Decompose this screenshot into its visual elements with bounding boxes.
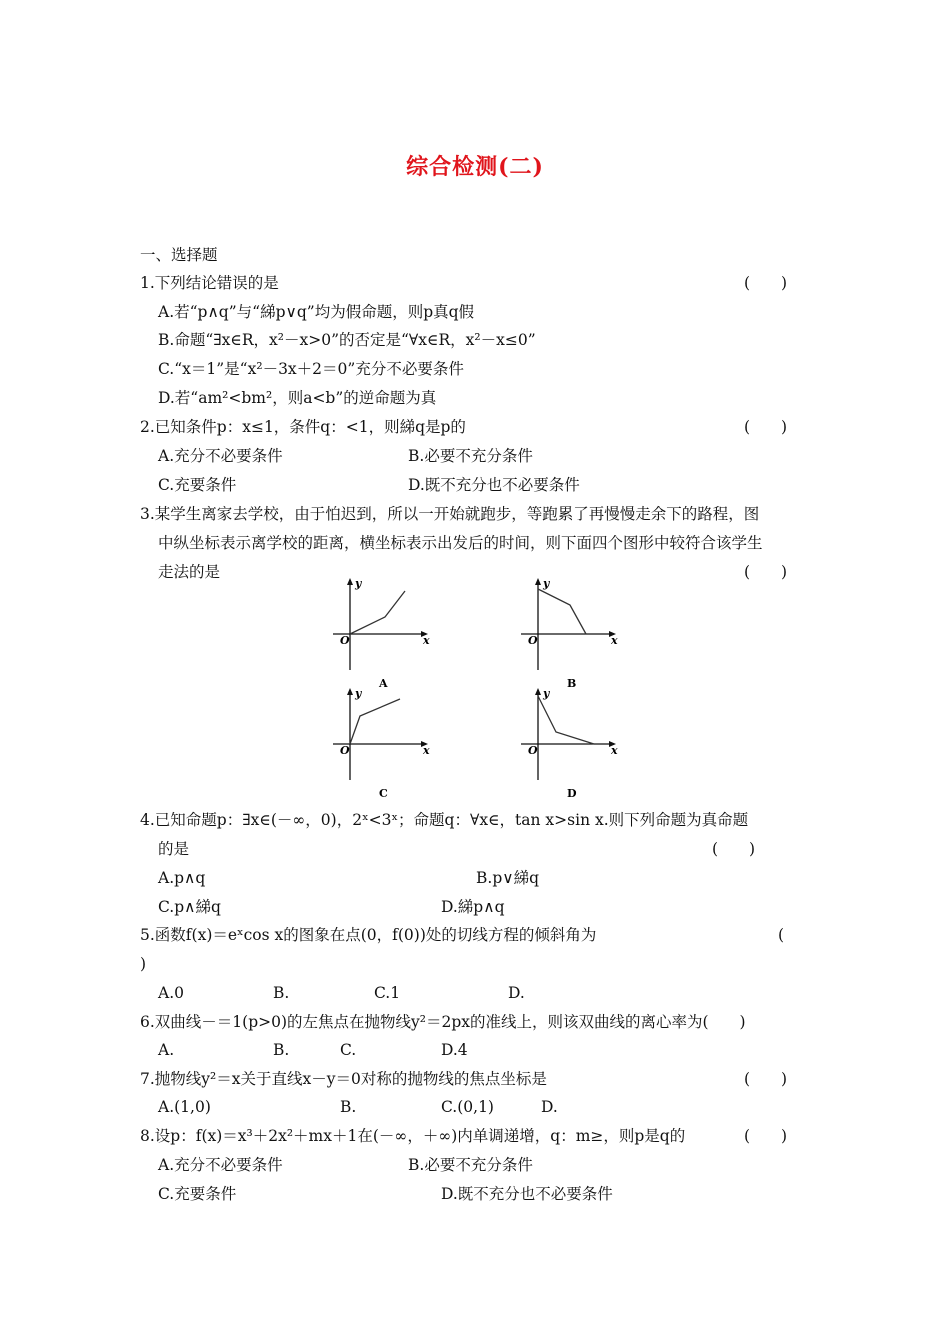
svg-text:y: y bbox=[543, 687, 550, 700]
q3-stem-line1: 3.某学生离家去学校，由于怕迟到，所以一开始就跑步，等跑累了再慢慢走余下的路程，图 bbox=[140, 505, 760, 523]
page-title: 综合检测(二) bbox=[406, 154, 544, 180]
q3-stem-line2: 中纵坐标表示离学校的距离，横坐标表示出发后的时间，则下面四个图形中较符合该学生 bbox=[158, 534, 763, 552]
q1-stem: 1.下列结论错误的是 bbox=[140, 274, 279, 292]
svg-text:O: O bbox=[340, 744, 350, 757]
q4-answer-blank: ( ) bbox=[712, 840, 756, 858]
q1-answer-blank: ( ) bbox=[744, 274, 788, 292]
q6-option-a: A. bbox=[158, 1041, 175, 1059]
q7-option-b: B. bbox=[340, 1098, 357, 1116]
svg-text:x: x bbox=[611, 634, 618, 647]
svg-text:y: y bbox=[355, 577, 362, 590]
q1-option-a: A.若“p∧q”与“綈p∨q”均为假命题，则p真q假 bbox=[158, 303, 475, 321]
q8-stem: 8.设p：f(x)＝x³＋2x²＋mx＋1在(－∞，＋∞)内单调递增，q：m≥，则p是q的 bbox=[140, 1127, 686, 1145]
q7-option-c: C.(0,1) bbox=[441, 1098, 494, 1116]
svg-text:x: x bbox=[611, 744, 618, 757]
svg-text:O: O bbox=[528, 634, 538, 647]
q2-stem: 2.已知条件p：x≤1，条件q：<1，则綈q是p的 bbox=[140, 418, 466, 436]
q6-stem: 6.双曲线－＝1(p>0)的左焦点在抛物线y²＝2px的准线上，则该双曲线的离心率为( ) bbox=[140, 1013, 746, 1031]
q1-option-d: D.若“am²<bm²，则a<b”的逆命题为真 bbox=[158, 389, 437, 407]
q2-option-b: B.必要不充分条件 bbox=[408, 447, 533, 465]
q2-option-a: A.充分不必要条件 bbox=[158, 447, 283, 465]
q2-option-d: D.既不充分也不必要条件 bbox=[408, 476, 580, 494]
q8-option-c: C.充要条件 bbox=[158, 1185, 237, 1203]
q7-stem: 7.抛物线y²＝x关于直线x－y＝0对称的抛物线的焦点坐标是 bbox=[140, 1070, 547, 1088]
q6-option-b: B. bbox=[273, 1041, 290, 1059]
q4-stem-line1: 4.已知命题p：∃x∈(－∞，0)，2ˣ<3ˣ；命题q：∀x∈，tan x>sin x.则下列命题为真命题 bbox=[140, 811, 749, 829]
svg-text:x: x bbox=[423, 634, 430, 647]
q2-answer-blank: ( ) bbox=[744, 418, 788, 436]
q4-option-c: C.p∧綈q bbox=[158, 898, 221, 916]
svg-text:y: y bbox=[355, 687, 362, 700]
svg-text:O: O bbox=[340, 634, 350, 647]
graph-a bbox=[328, 574, 438, 694]
q5-option-d: D. bbox=[508, 984, 525, 1002]
q4-option-a: A.p∧q bbox=[158, 869, 206, 887]
graph-c bbox=[328, 684, 438, 804]
q8-option-a: A.充分不必要条件 bbox=[158, 1156, 283, 1174]
graph-d-label: D bbox=[567, 787, 577, 800]
q7-answer-blank: ( ) bbox=[744, 1070, 788, 1088]
q6-option-d: D.4 bbox=[441, 1041, 468, 1059]
graph-a-label: A bbox=[379, 677, 388, 690]
q3-stem-line3: 走法的是 bbox=[158, 563, 221, 581]
q4-option-b: B.p∨綈q bbox=[476, 869, 540, 887]
q8-option-d: D.既不充分也不必要条件 bbox=[441, 1185, 613, 1203]
section-heading: 一、选择题 bbox=[140, 246, 218, 264]
svg-text:O: O bbox=[528, 744, 538, 757]
q5-option-c: C.1 bbox=[374, 984, 401, 1002]
q2-option-c: C.充要条件 bbox=[158, 476, 237, 494]
svg-text:x: x bbox=[423, 744, 430, 757]
graph-d bbox=[516, 684, 626, 804]
q4-option-d: D.綈p∧q bbox=[441, 898, 505, 916]
q5-option-b: B. bbox=[273, 984, 290, 1002]
q5-paren-open: ( bbox=[778, 926, 785, 944]
q1-option-c: C.“x＝1”是“x²－3x＋2＝0”充分不必要条件 bbox=[158, 360, 464, 378]
graph-c-label: C bbox=[379, 787, 388, 800]
svg-text:y: y bbox=[543, 577, 550, 590]
graph-b-label: B bbox=[567, 677, 577, 690]
q7-option-a: A.(1,0) bbox=[158, 1098, 211, 1116]
q5-paren-close: ) bbox=[140, 955, 147, 973]
graph-b bbox=[516, 574, 626, 694]
q3-answer-blank: ( ) bbox=[744, 563, 788, 581]
q6-option-c: C. bbox=[340, 1041, 357, 1059]
q8-answer-blank: ( ) bbox=[744, 1127, 788, 1145]
q1-option-b: B.命题“∃x∈R，x²－x>0”的否定是“∀x∈R，x²－x≤0” bbox=[158, 331, 536, 349]
q4-stem-line2: 的是 bbox=[158, 840, 190, 858]
q7-option-d: D. bbox=[541, 1098, 558, 1116]
q5-stem: 5.函数f(x)＝eˣcos x的图象在点(0，f(0))处的切线方程的倾斜角为 bbox=[140, 926, 597, 944]
q8-option-b: B.必要不充分条件 bbox=[408, 1156, 533, 1174]
q5-option-a: A.0 bbox=[158, 984, 184, 1002]
